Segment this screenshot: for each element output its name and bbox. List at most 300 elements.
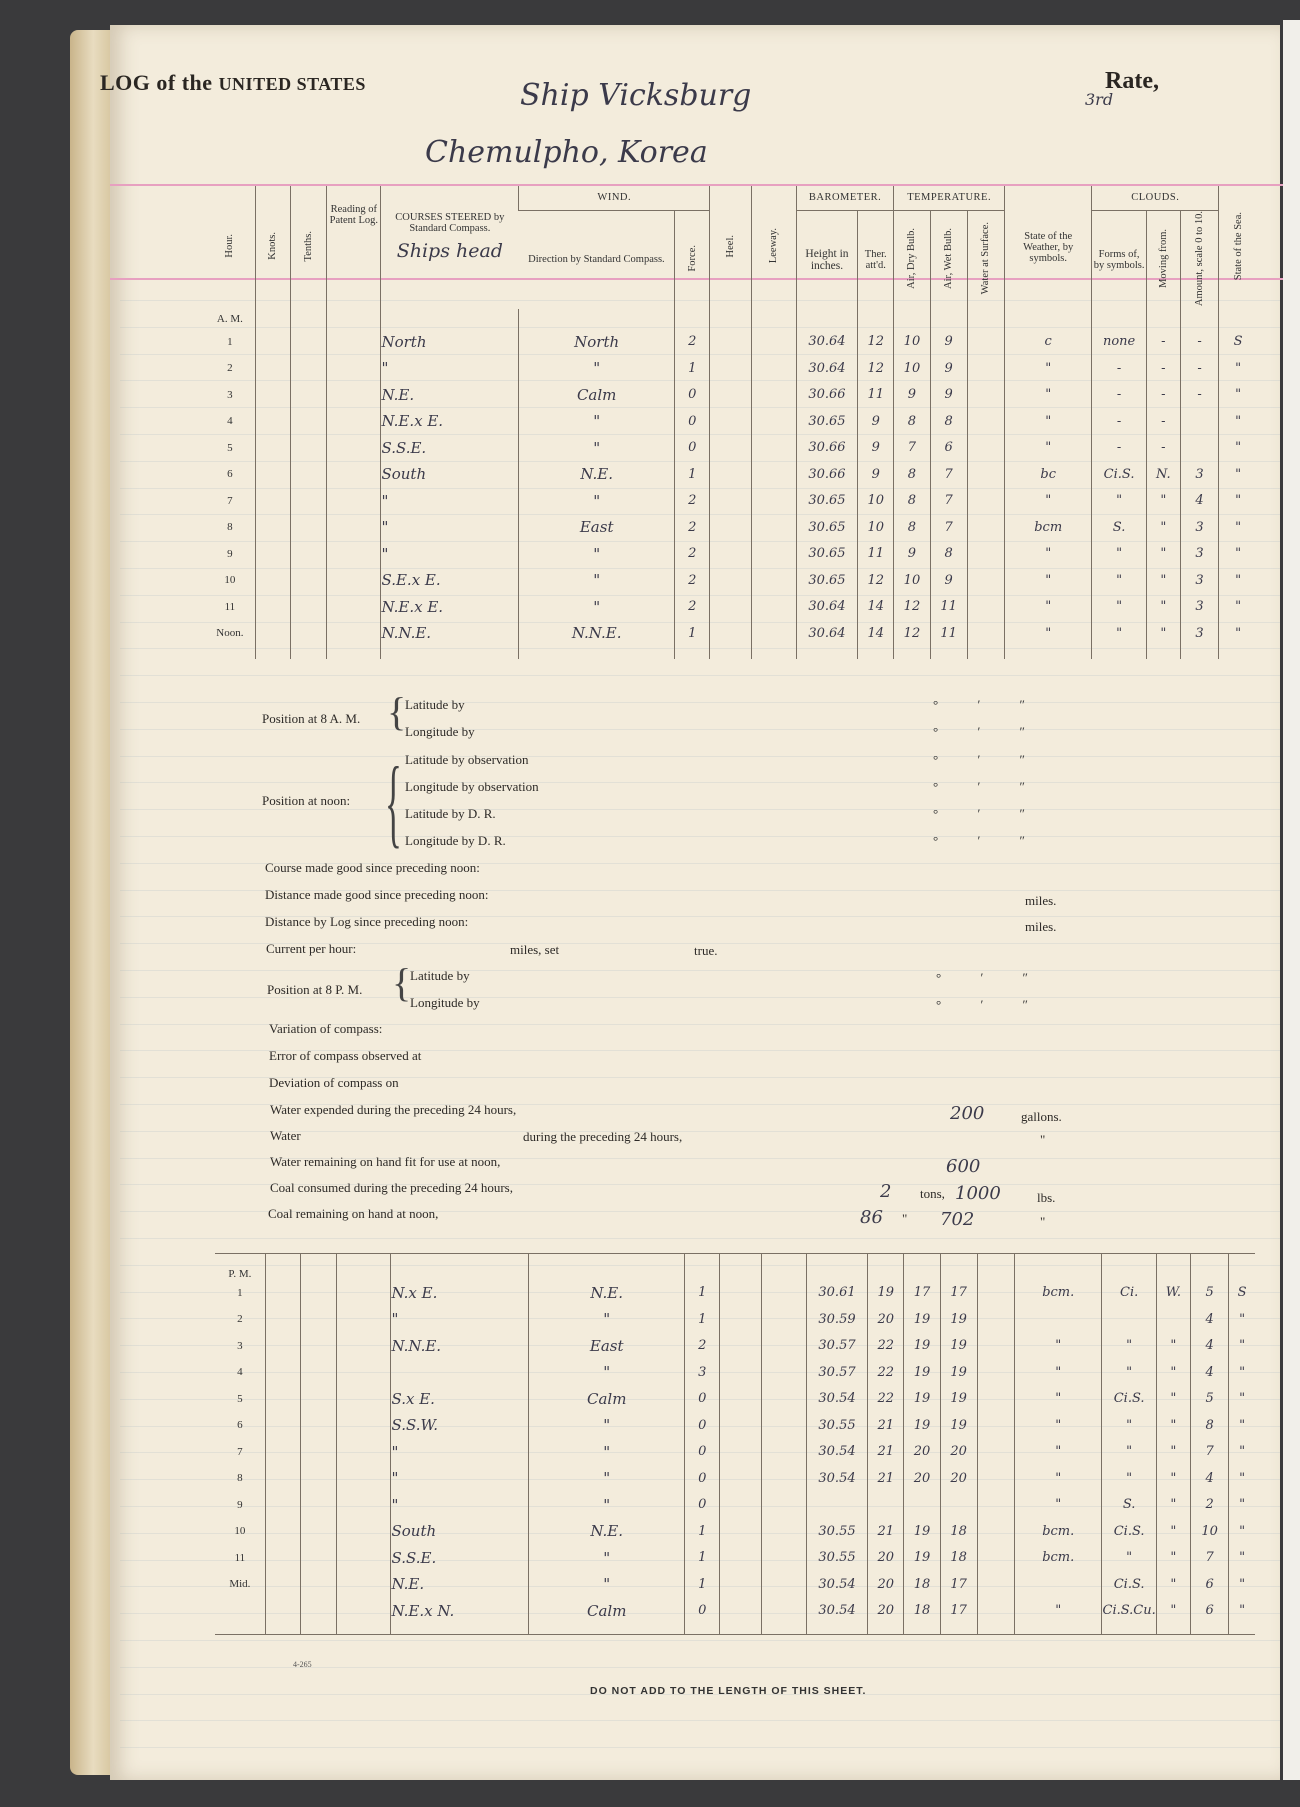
deg-8am-lat: ° ′ ″: [933, 697, 1043, 712]
pm-cell-forms: ": [1102, 1465, 1156, 1492]
pm-cell-height: 30.61: [806, 1280, 867, 1307]
noon-long-dr: Longitude by D. R.: [405, 833, 506, 848]
pm-cell-empty: [720, 1359, 761, 1386]
pm-cell-force: 0: [685, 1412, 720, 1439]
pm-cell-empty: [977, 1518, 1014, 1545]
rate-label: Rate,: [1105, 68, 1159, 94]
am-cell-empty: [751, 461, 796, 488]
pm-cell-empty: [720, 1386, 761, 1413]
pm-cell-course: ": [391, 1439, 529, 1466]
pm-cell-dry: 19: [904, 1333, 940, 1360]
ruled-line: [120, 1720, 1280, 1721]
pm-cell-wet: 17: [940, 1571, 977, 1598]
brace-noon: {: [385, 746, 402, 857]
am-cell-sea: ": [1219, 461, 1257, 488]
pm-cell-empty: [720, 1492, 761, 1519]
pm-cell-weather: [1014, 1306, 1102, 1333]
pm-cell-moving: ": [1156, 1571, 1190, 1598]
pm-cell-wind-dir: East: [529, 1333, 685, 1360]
am-cell-wet: 9: [930, 567, 967, 594]
pm-cell-empty: [1190, 1624, 1228, 1634]
brace-8pm: {: [392, 960, 412, 1005]
water-remaining-hand: 600: [946, 1156, 981, 1177]
pm-cell-sea: ": [1229, 1571, 1255, 1598]
ruled-line: [120, 970, 1280, 971]
am-cell-wet: 9: [930, 329, 967, 356]
pm-cell-force: 0: [685, 1598, 720, 1625]
am-cell-empty: [710, 461, 751, 488]
am-cell-empty: [751, 647, 796, 659]
pm-cell-hour: [215, 1598, 265, 1625]
am-cell-ther: 10: [858, 514, 894, 541]
am-cell-empty: [290, 435, 326, 462]
am-cell-course: ": [381, 488, 519, 515]
pm-row: [215, 1518, 1255, 1545]
pm-label: P. M.: [228, 1267, 252, 1280]
pm-cell-course: N.N.E.: [391, 1333, 529, 1360]
pm-cell-empty: [977, 1624, 1014, 1634]
pm-cell-force: 0: [685, 1439, 720, 1466]
pm-cell-course: ": [391, 1465, 529, 1492]
ship-name-handwritten: Ship Vicksburg: [520, 78, 752, 113]
pm-cell-sea: ": [1229, 1598, 1255, 1625]
pm-cell-empty: [720, 1598, 761, 1625]
am-cell-empty: [327, 461, 381, 488]
pm-row: [215, 1439, 1255, 1466]
pm-cell-forms: S.: [1102, 1492, 1156, 1519]
pm-cell-empty: [977, 1359, 1014, 1386]
col-hour: Hour.: [224, 233, 236, 258]
pos-8am-lat: Latitude by: [405, 697, 465, 712]
pm-cell-empty: [720, 1571, 761, 1598]
pm-cell-sea: ": [1229, 1306, 1255, 1333]
coal-remaining: Coal remaining on hand at noon,: [268, 1206, 439, 1221]
pm-cell-empty: [337, 1386, 391, 1413]
am-cell-dry: 12: [894, 620, 930, 647]
am-cell-forms: -: [1092, 408, 1146, 435]
noon-lat-dr: Latitude by D. R.: [405, 806, 496, 821]
pm-row: [215, 1280, 1255, 1307]
pm-cell-sea: ": [1229, 1359, 1255, 1386]
pm-row: [215, 1571, 1255, 1598]
am-cell-hour: 1: [227, 335, 233, 348]
pm-cell-weather: ": [1014, 1439, 1102, 1466]
am-cell-height: 30.66: [796, 461, 857, 488]
gallons-label: gallons.: [1021, 1109, 1062, 1124]
pm-cell-empty: [337, 1439, 391, 1466]
water-during: during the preceding 24 hours,: [523, 1129, 683, 1144]
am-cell-dry: 8: [894, 514, 930, 541]
pm-cell-forms: ": [1102, 1439, 1156, 1466]
deg-noon-3: ° ′ ″: [933, 806, 1043, 821]
am-cell-force: 2: [675, 329, 710, 356]
am-cell-hour: 6: [227, 468, 233, 481]
am-cell-empty: [255, 647, 290, 659]
pm-cell-forms: ": [1102, 1333, 1156, 1360]
pm-cell-sea: ": [1229, 1412, 1255, 1439]
ships-head-handwritten: Ships head: [396, 240, 503, 262]
am-cell-amount: 3: [1180, 514, 1218, 541]
ruled-line: [120, 782, 1280, 783]
am-cell-wind-dir: ": [519, 541, 675, 568]
am-cell-dry: 8: [894, 461, 930, 488]
ruled-line: [120, 809, 1280, 810]
am-cell-wind-dir: Calm: [519, 382, 675, 409]
am-cell-force: 2: [675, 541, 710, 568]
ruled-line: [120, 1238, 1280, 1239]
am-cell-empty: [751, 514, 796, 541]
deg-8pm-long: ° ′ ″: [936, 997, 1046, 1012]
ditto-coal-2: ": [1040, 1214, 1046, 1229]
am-cell-empty: [967, 355, 1004, 382]
pm-cell-empty: [977, 1439, 1014, 1466]
am-cell-hour: 7: [227, 494, 233, 507]
am-cell-empty: [290, 514, 326, 541]
am-cell-wet: 9: [930, 382, 967, 409]
am-cell-ther: 9: [858, 408, 894, 435]
pm-cell-wet: 19: [940, 1386, 977, 1413]
am-cell-sea: ": [1219, 382, 1257, 409]
am-cell-course: N.N.E.: [381, 620, 519, 647]
am-cell-wet: 7: [930, 488, 967, 515]
am-cell-ther: 9: [858, 461, 894, 488]
scan-margin: [1283, 20, 1300, 1780]
pm-cell-empty: [761, 1280, 806, 1307]
pm-cell-dry: 19: [904, 1412, 940, 1439]
pm-cell-ther: 20: [868, 1306, 904, 1333]
am-cell-ther: 11: [858, 541, 894, 568]
am-cell-forms: ": [1092, 541, 1146, 568]
am-cell-empty: [710, 514, 751, 541]
am-cell-dry: 10: [894, 355, 930, 382]
pm-cell-empty: [300, 1518, 336, 1545]
current-per-hour: Current per hour:: [266, 941, 357, 956]
pm-cell-empty: [761, 1412, 806, 1439]
pm-cell-empty: [265, 1571, 300, 1598]
am-cell-moving: ": [1146, 541, 1180, 568]
pm-cell-empty: [265, 1412, 300, 1439]
pm-cell-empty: [300, 1280, 336, 1307]
pm-cell-course: ": [391, 1492, 529, 1519]
pm-cell-wind-dir: ": [529, 1306, 685, 1333]
pm-cell-hour: Mid.: [229, 1578, 251, 1591]
coal-rem-lbs-hand: 702: [940, 1209, 975, 1230]
form-number: 4-265: [293, 1660, 312, 1669]
pm-cell-empty: [720, 1545, 761, 1572]
pm-cell-force: 0: [685, 1386, 720, 1413]
pm-cell-sea: ": [1229, 1439, 1255, 1466]
col-cloud-amount: Amount, scale 0 to 10.: [1180, 210, 1218, 309]
am-cell-empty: [255, 541, 290, 568]
am-cell-amount: 3: [1180, 594, 1218, 621]
am-cell-course: N.E.x E.: [381, 594, 519, 621]
am-cell-empty: [381, 647, 519, 659]
pos-8pm-label: Position at 8 P. M.: [267, 982, 363, 997]
pm-cell-dry: 18: [904, 1598, 940, 1625]
am-cell-amount: -: [1180, 382, 1218, 409]
pm-cell-empty: [977, 1412, 1014, 1439]
am-cell-empty: [327, 567, 381, 594]
water-remaining: Water remaining on hand fit for use at noon,: [270, 1154, 501, 1169]
am-cell-force: 2: [675, 567, 710, 594]
pm-cell-dry: 19: [904, 1518, 940, 1545]
am-cell-empty: [327, 488, 381, 515]
am-cell-sea: ": [1219, 355, 1257, 382]
am-cell-empty: [255, 594, 290, 621]
pm-cell-height: 30.57: [806, 1359, 867, 1386]
pm-cell-moving: ": [1156, 1412, 1190, 1439]
pm-cell-force: 2: [685, 1333, 720, 1360]
am-cell-empty: [967, 620, 1004, 647]
am-cell-course: S.E.x E.: [381, 567, 519, 594]
rate-handwritten: 3rd: [1085, 90, 1114, 109]
pm-cell-empty: [337, 1465, 391, 1492]
ruled-line: [120, 1640, 1280, 1641]
am-cell-empty: [255, 461, 290, 488]
pm-cell-wind-dir: ": [529, 1492, 685, 1519]
pm-cell-height: 30.54: [806, 1465, 867, 1492]
pm-cell-amount: 4: [1190, 1333, 1228, 1360]
pm-cell-empty: [337, 1492, 391, 1519]
pm-cell-moving: ": [1156, 1598, 1190, 1625]
pm-cell-dry: 19: [904, 1359, 940, 1386]
pm-cell-empty: [868, 1624, 904, 1634]
am-cell-force: 1: [675, 461, 710, 488]
pm-cell-empty: [977, 1333, 1014, 1360]
col-weather: State of the Weather, by symbols.: [1004, 186, 1091, 309]
pm-cell-empty: [337, 1306, 391, 1333]
pm-cell-amount: 4: [1190, 1465, 1228, 1492]
am-cell-forms: -: [1092, 435, 1146, 462]
am-cell-empty: [290, 461, 326, 488]
pm-cell-ther: 20: [868, 1571, 904, 1598]
pm-cell-wet: 18: [940, 1518, 977, 1545]
pm-cell-force: 1: [685, 1280, 720, 1307]
am-cell-empty: [327, 435, 381, 462]
am-cell-empty: [967, 408, 1004, 435]
am-cell-empty: [255, 567, 290, 594]
am-cell-empty: [327, 514, 381, 541]
pm-cell-empty: [977, 1386, 1014, 1413]
deg-noon-4: ° ′ ″: [933, 833, 1043, 848]
am-cell-moving: ": [1146, 514, 1180, 541]
am-cell-empty: [327, 541, 381, 568]
pm-cell-dry: 18: [904, 1571, 940, 1598]
am-log-table: [205, 186, 1257, 659]
col-group-temperature: TEMPERATURE.: [894, 186, 1005, 210]
am-cell-empty: [1180, 647, 1218, 659]
am-cell-empty: [290, 647, 326, 659]
am-cell-moving: ": [1146, 620, 1180, 647]
am-cell-wet: 9: [930, 355, 967, 382]
ditto-water: ": [1040, 1132, 1046, 1147]
pm-cell-empty: [761, 1465, 806, 1492]
am-cell-empty: [796, 647, 857, 659]
pm-cell-hour: 5: [237, 1392, 243, 1405]
pm-cell-ther: 22: [868, 1386, 904, 1413]
pm-cell-empty: [977, 1571, 1014, 1598]
am-cell-empty: [751, 567, 796, 594]
am-cell-empty: [1092, 647, 1146, 659]
am-cell-empty: [967, 567, 1004, 594]
col-wind-force: Force.: [675, 210, 710, 309]
pm-cell-empty: [977, 1465, 1014, 1492]
pm-cell-amount: 5: [1190, 1280, 1228, 1307]
am-cell-moving: -: [1146, 355, 1180, 382]
pm-cell-empty: [337, 1333, 391, 1360]
am-cell-empty: [255, 329, 290, 356]
am-cell-empty: [751, 355, 796, 382]
pm-cell-course: ": [391, 1306, 529, 1333]
pm-cell-ther: 22: [868, 1359, 904, 1386]
pm-cell-course: N.x E.: [391, 1280, 529, 1307]
am-cell-sea: ": [1219, 435, 1257, 462]
pm-cell-amount: 2: [1190, 1492, 1228, 1519]
am-cell-empty: [1146, 647, 1180, 659]
pm-cell-wind-dir: ": [529, 1439, 685, 1466]
pm-cell-wet: 20: [940, 1465, 977, 1492]
am-cell-moving: -: [1146, 382, 1180, 409]
pm-cell-empty: [761, 1571, 806, 1598]
pm-cell-height: 30.54: [806, 1598, 867, 1625]
pm-cell-wet: 18: [940, 1545, 977, 1572]
pm-cell-amount: 7: [1190, 1545, 1228, 1572]
pm-cell-empty: [265, 1465, 300, 1492]
pm-cell-forms: ": [1102, 1545, 1156, 1572]
am-cell-amount: [1180, 435, 1218, 462]
pm-cell-empty: [265, 1359, 300, 1386]
am-cell-ther: 12: [858, 329, 894, 356]
am-cell-dry: 10: [894, 567, 930, 594]
pm-cell-weather: ": [1014, 1492, 1102, 1519]
pm-cell-empty: [337, 1280, 391, 1307]
pm-row: [215, 1359, 1255, 1386]
am-cell-ther: 11: [858, 382, 894, 409]
am-cell-empty: [751, 620, 796, 647]
pm-cell-height: 30.55: [806, 1412, 867, 1439]
pm-cell-empty: [337, 1518, 391, 1545]
am-cell-forms: Ci.S.: [1092, 461, 1146, 488]
pm-cell-empty: [720, 1333, 761, 1360]
am-cell-sea: ": [1219, 567, 1257, 594]
am-cell-height: 30.64: [796, 329, 857, 356]
am-cell-course: N.E.: [381, 382, 519, 409]
pm-cell-dry: 17: [904, 1280, 940, 1307]
am-cell-wind-dir: ": [519, 435, 675, 462]
pm-cell-moving: W.: [1156, 1280, 1190, 1307]
pm-cell-empty: [300, 1598, 336, 1625]
pm-cell-dry: 20: [904, 1465, 940, 1492]
am-cell-height: 30.64: [796, 355, 857, 382]
am-cell-course: ": [381, 514, 519, 541]
am-cell-moving: -: [1146, 408, 1180, 435]
pm-cell-wet: 19: [940, 1306, 977, 1333]
ruled-line: [120, 1747, 1280, 1748]
pm-row: [215, 1386, 1255, 1413]
pm-cell-dry: 19: [904, 1386, 940, 1413]
pm-cell-empty: [337, 1624, 391, 1634]
pm-cell-wind-dir: ": [529, 1412, 685, 1439]
am-cell-weather: ": [1004, 541, 1091, 568]
am-cell-empty: [710, 408, 751, 435]
pm-cell-empty: [300, 1412, 336, 1439]
am-row: [205, 461, 1257, 488]
am-cell-empty: [290, 408, 326, 435]
am-cell-sea: ": [1219, 408, 1257, 435]
pm-cell-moving: ": [1156, 1465, 1190, 1492]
pm-cell-course: [391, 1359, 529, 1386]
am-label: A. M.: [216, 312, 243, 325]
pm-cell-wind-dir: ": [529, 1571, 685, 1598]
pm-cell-weather: ": [1014, 1412, 1102, 1439]
pm-cell-empty: [1102, 1624, 1156, 1634]
am-cell-dry: 9: [894, 382, 930, 409]
am-spacer: [205, 647, 1257, 659]
pm-cell-empty: [300, 1333, 336, 1360]
pm-cell-force: 0: [685, 1492, 720, 1519]
lbs-label: lbs.: [1037, 1190, 1056, 1205]
pm-cell-hour: 7: [237, 1445, 243, 1458]
pm-cell-empty: [761, 1545, 806, 1572]
am-cell-sea: ": [1219, 514, 1257, 541]
pm-cell-forms: Ci.S.: [1102, 1571, 1156, 1598]
pm-row: [215, 1333, 1255, 1360]
am-cell-empty: [255, 408, 290, 435]
pm-cell-course: N.E.x N.: [391, 1598, 529, 1625]
pm-cell-moving: ": [1156, 1545, 1190, 1572]
am-cell-forms: -: [1092, 355, 1146, 382]
pm-cell-empty: [337, 1545, 391, 1572]
pm-cell-empty: [265, 1280, 300, 1307]
pm-cell-ther: 21: [868, 1518, 904, 1545]
pm-cell-height: [806, 1492, 867, 1519]
am-cell-empty: [751, 594, 796, 621]
am-cell-ther: 12: [858, 567, 894, 594]
pm-cell-empty: [720, 1465, 761, 1492]
am-cell-hour: 4: [227, 415, 233, 428]
am-cell-dry: 9: [894, 541, 930, 568]
am-cell-force: 2: [675, 488, 710, 515]
am-cell-hour: 11: [224, 600, 236, 613]
col-water-surface: Water at Surface.: [967, 210, 1004, 309]
am-cell-empty: [205, 647, 255, 659]
water-expended-hand: 200: [950, 1103, 985, 1124]
am-cell-empty: [710, 329, 751, 356]
pm-cell-forms: Ci.: [1102, 1280, 1156, 1307]
am-cell-amount: [1180, 408, 1218, 435]
am-cell-hour: Noon.: [216, 627, 244, 640]
am-cell-empty: [290, 620, 326, 647]
pm-cell-sea: ": [1229, 1386, 1255, 1413]
am-cell-wind-dir: North: [519, 329, 675, 356]
am-cell-hour: 9: [227, 547, 233, 560]
pm-cell-course: South: [391, 1518, 529, 1545]
am-cell-empty: [967, 488, 1004, 515]
pm-cell-empty: [977, 1492, 1014, 1519]
col-knots: Knots.: [255, 186, 290, 309]
place-handwritten: Chemulpho, Korea: [425, 135, 708, 170]
coal-tons-hand: 2: [880, 1181, 892, 1202]
pm-cell-empty: [761, 1386, 806, 1413]
col-group-barometer: BAROMETER.: [796, 186, 894, 210]
am-cell-empty: [751, 541, 796, 568]
pm-cell-height: 30.55: [806, 1518, 867, 1545]
pm-cell-force: 3: [685, 1359, 720, 1386]
pm-cell-moving: ": [1156, 1492, 1190, 1519]
pm-cell-empty: [761, 1624, 806, 1634]
pm-cell-wet: 17: [940, 1280, 977, 1307]
pm-cell-ther: 21: [868, 1412, 904, 1439]
